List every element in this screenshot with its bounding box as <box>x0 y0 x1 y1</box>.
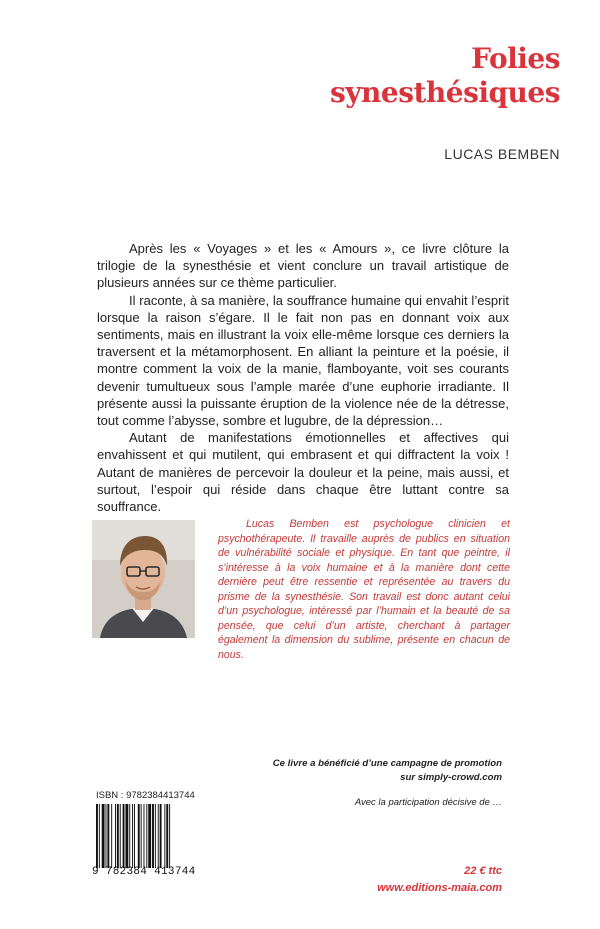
publisher-website: www.editions-maia.com <box>377 882 502 894</box>
back-cover-blurb <box>97 240 509 515</box>
promotion-note <box>273 757 502 785</box>
blurb-paragraph-3: Autant de manifestations émotionnelles et affectives qui envahissent et qui mutilent, qui embrasent et qui diffractent la voix ! Autant de manières de percevoir la douleur et la peine, mais aussi, et surtout, l’espoir qui réside dans chaque être luttant contre sa souffrance. <box>97 430 509 515</box>
barcode-bar <box>99 804 100 868</box>
barcode-bar <box>141 804 142 868</box>
book-title <box>330 42 560 110</box>
barcode-bar <box>125 804 128 868</box>
barcode-bar <box>107 804 109 868</box>
barcode-bar <box>152 804 154 868</box>
barcode-bar <box>148 804 151 868</box>
blurb-paragraph-2: Il raconte, à sa manière, la souffrance humaine qui envahit l’esprit lorsque la raison s’égare. Il le fait non pas en donnant voix aux sentiments, mais en illustrant la voix elle-même lorsque ces derniers la traversent et la métamorphosent. En alliant la peinture et la poésie, il montre comment la voix de la manie, flamboyante, voit ses courants devenir tumultueux sous l’ample marée d’une euphorie irradiante. Il présente aussi la puissante éruption de la violence née de la détresse, tout comme l’abysse, sombre et lugubre, de la dépression… <box>97 292 509 429</box>
barcode-bar <box>160 804 162 868</box>
barcode-bar <box>102 804 105 868</box>
author-photo <box>92 520 195 638</box>
barcode-icon <box>96 804 197 868</box>
price: 22 € ttc <box>464 865 502 877</box>
isbn-label: ISBN : 9782384413744 <box>96 790 195 801</box>
barcode-bar <box>123 804 125 868</box>
author-portrait-icon <box>92 520 195 638</box>
barcode-bar <box>111 804 112 868</box>
book-title-line2: synesthésiques <box>330 76 560 109</box>
barcode-bar <box>169 804 170 868</box>
barcode-bar <box>120 804 121 868</box>
author-name: LUCAS BEMBEN <box>444 146 560 162</box>
barcode-bar <box>158 804 159 868</box>
barcode-bar <box>117 804 119 868</box>
promotion-line-2: sur simply-crowd.com <box>400 772 502 783</box>
promotion-line-1: Ce livre a bénéficié d’une campagne de promotion <box>272 758 502 769</box>
barcode-bar <box>166 804 168 868</box>
author-bio <box>218 517 510 662</box>
barcode-bar <box>129 804 130 868</box>
barcode-bar <box>134 804 135 868</box>
book-title-line1: Folies <box>471 42 560 75</box>
barcode-bar <box>115 804 116 868</box>
barcode-bar <box>144 804 145 868</box>
barcode-bar <box>146 804 147 868</box>
barcode-bar <box>132 804 133 868</box>
barcode-bar <box>155 804 156 868</box>
author-bio-text: Lucas Bemben est psychologue clinicien et psychothérapeute. Il travaille auprès de publics en situation de vulnérabilité sociale et physique. En tant que peintre, il s’intéresse à la voix humaine et à la manière dont cette dernière peut être ressentie et représentée au travers du prisme de la synesthésie. Son travail est donc autant celui d’un psychologue, intéressé par l’humain et la beauté de sa pensée, que celui d’un artiste, cherchant à partager également la dimension du sublime, présente en chacun de nous. <box>218 518 510 661</box>
barcode-bar <box>164 804 165 868</box>
blurb-paragraph-1: Après les « Voyages » et les « Amours », ce livre clôture la trilogie de la synesthésie et vient conclure un travail artistique de plusieurs années sur ce thème particulier. <box>97 241 509 291</box>
barcode-digits: 9 782384 413744 <box>92 866 196 878</box>
barcode-bar <box>96 804 98 868</box>
barcode-bar <box>138 804 140 868</box>
barcode-bar <box>106 804 107 868</box>
participation-note: Avec la participation décisive de … <box>354 797 502 808</box>
